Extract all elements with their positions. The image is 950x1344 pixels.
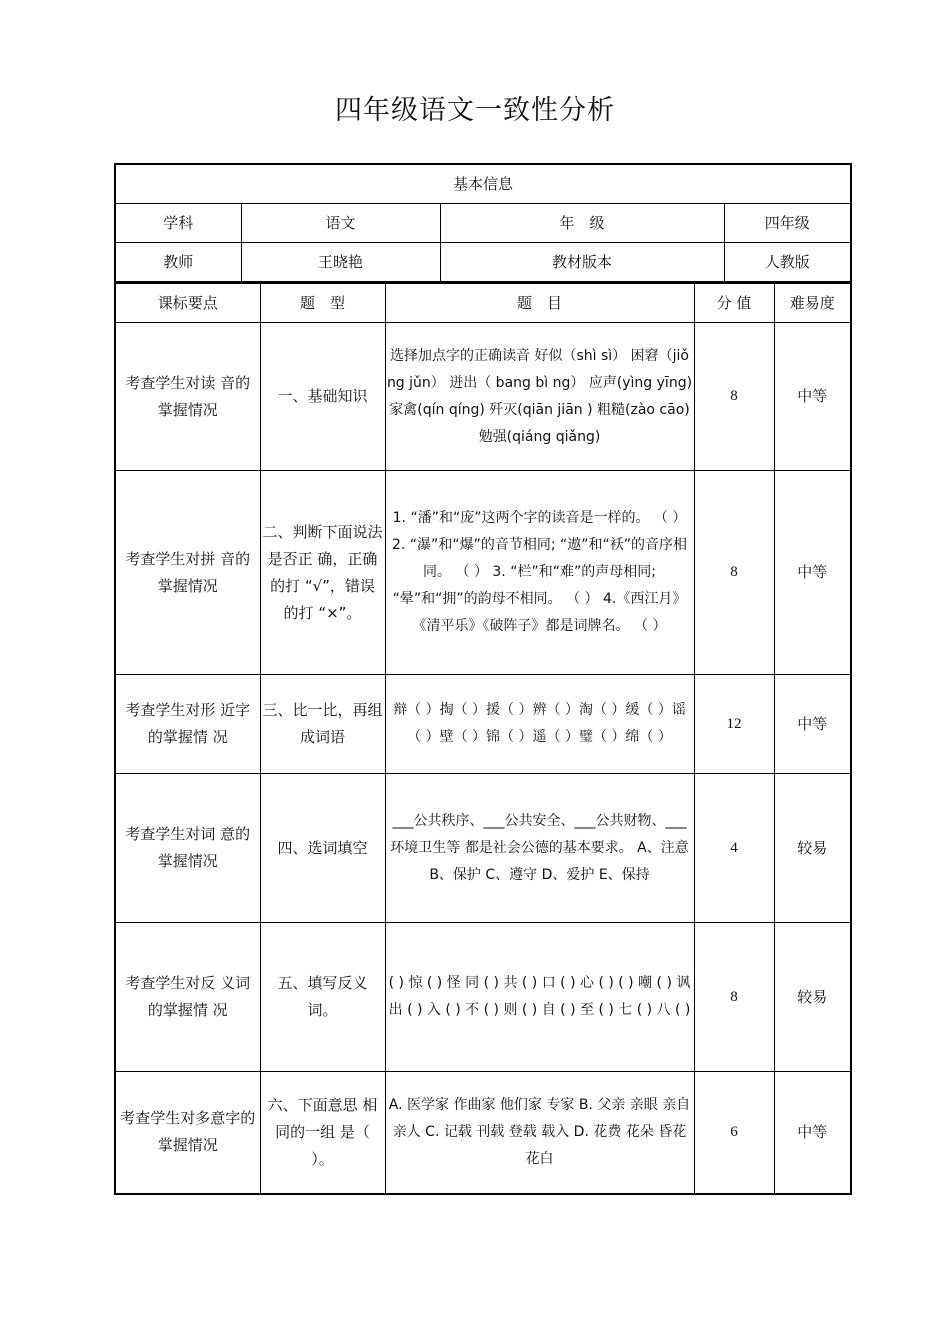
question-cell: ___公共秩序、___公共安全、___公共财物、___环境卫生等 都是社会公德的基本要求。 A、注意 B、保护 C、遵守 D、爱护 E、保持: [385, 774, 694, 923]
requirement-cell: 考查学生对读 音的掌握情况: [115, 323, 260, 471]
table-row: [115, 923, 851, 1072]
score-cell: 8: [694, 323, 774, 471]
teacher-value: 王晓艳: [241, 243, 440, 283]
col-score-header: 分 值: [694, 284, 774, 323]
col-question-header: 题 目: [385, 284, 694, 323]
basic-info-header: 基本信息: [115, 164, 851, 204]
question-cell: 选择加点字的正确读音 好似（shì sì） 困窘（jiǒng jǔn） 迸出（ bang bì ng） 应声(yìng yīng) 家禽(qín qíng) 歼灭(qiān jiān ) 粗糙(zào cāo) 勉强(qiáng qiǎng): [385, 323, 694, 471]
col-difficulty-header: 难易度: [774, 284, 851, 323]
score-cell: 12: [694, 675, 774, 774]
basic-info-header-row: [115, 164, 851, 204]
column-header-row: [115, 284, 851, 323]
table-row: [115, 1072, 851, 1194]
edition-value: 人教版: [724, 243, 851, 283]
difficulty-cell: 中等: [774, 471, 851, 675]
type-cell: 六、下面意思 相同的一组 是（ ）。: [260, 1072, 385, 1194]
question-cell: A. 医学家 作曲家 他们家 专家 B. 父亲 亲眼 亲自 亲人 C. 记载 刊载 登载 载入 D. 花费 花朵 昏花 花白: [385, 1072, 694, 1194]
edition-label: 教材版本: [440, 243, 724, 283]
type-cell: 二、判断下面说法是否正 确，正确的打 “√”，错误 的打 “×”。: [260, 471, 385, 675]
requirement-cell: 考查学生对拼 音的掌握情况: [115, 471, 260, 675]
table-row: [115, 675, 851, 774]
score-cell: 8: [694, 923, 774, 1072]
basic-info-table: [114, 163, 852, 283]
requirement-cell: 考查学生对词 意的掌握情况: [115, 774, 260, 923]
teacher-label: 教师: [115, 243, 241, 283]
table-row: [115, 471, 851, 675]
difficulty-cell: 中等: [774, 323, 851, 471]
grade-value: 四年级: [724, 204, 851, 243]
requirement-cell: 考查学生对多意字的掌握情况: [115, 1072, 260, 1194]
question-cell: 辩（ ）掏（ ）援（ ）辨（ ）淘（ ）缓（ ）谣（ ）壁（ ）锦（ ）遥（ ）璧（ ）绵（ ）: [385, 675, 694, 774]
score-cell: 8: [694, 471, 774, 675]
question-cell: ( ) 惊 ( ) 怪 同 ( ) 共 ( ) 口 ( ) 心 ( ) ( ) 嘲 ( ) 讽 出 ( ) 入 ( ) 不 ( ) 则 ( ) 自 ( ) 至 ( ) 七 ( ) 八 ( ): [385, 923, 694, 1072]
table-row: [115, 774, 851, 923]
subject-label: 学科: [115, 204, 241, 243]
score-cell: 4: [694, 774, 774, 923]
difficulty-cell: 较易: [774, 774, 851, 923]
difficulty-cell: 中等: [774, 675, 851, 774]
col-type-header: 题 型: [260, 284, 385, 323]
col-requirement-header: 课标要点: [115, 284, 260, 323]
difficulty-cell: 中等: [774, 1072, 851, 1194]
table-row: [115, 323, 851, 471]
requirement-cell: 考查学生对反 义词的掌握情 况: [115, 923, 260, 1072]
type-cell: 一、基础知识: [260, 323, 385, 471]
subject-row: [115, 204, 851, 243]
difficulty-cell: 较易: [774, 923, 851, 1072]
type-cell: 四、选词填空: [260, 774, 385, 923]
page-title: 四年级语文一致性分析: [335, 95, 615, 126]
question-cell: 1. “潘”和“庞”这两个字的读音是一样的。 （ ）2. “瀑”和“爆”的音节相同; “遨”和“袄”的音序相 同。 （ ） 3. “栏”和“难”的声母相同; “晕”和“拥”的韵母不相同。 （ ） 4.《西江月》《清平乐》《破阵子》都是词牌名。 （ ）: [385, 471, 694, 675]
subject-value: 语文: [241, 204, 440, 243]
question-table: [114, 283, 852, 1195]
analysis-sheet: [114, 163, 850, 1195]
grade-label: 年 级: [440, 204, 724, 243]
teacher-row: [115, 243, 851, 283]
requirement-cell: 考查学生对形 近字的掌握情 况: [115, 675, 260, 774]
score-cell: 6: [694, 1072, 774, 1194]
type-cell: 三、比一比，再组成词语: [260, 675, 385, 774]
type-cell: 五、填写反义 词。: [260, 923, 385, 1072]
